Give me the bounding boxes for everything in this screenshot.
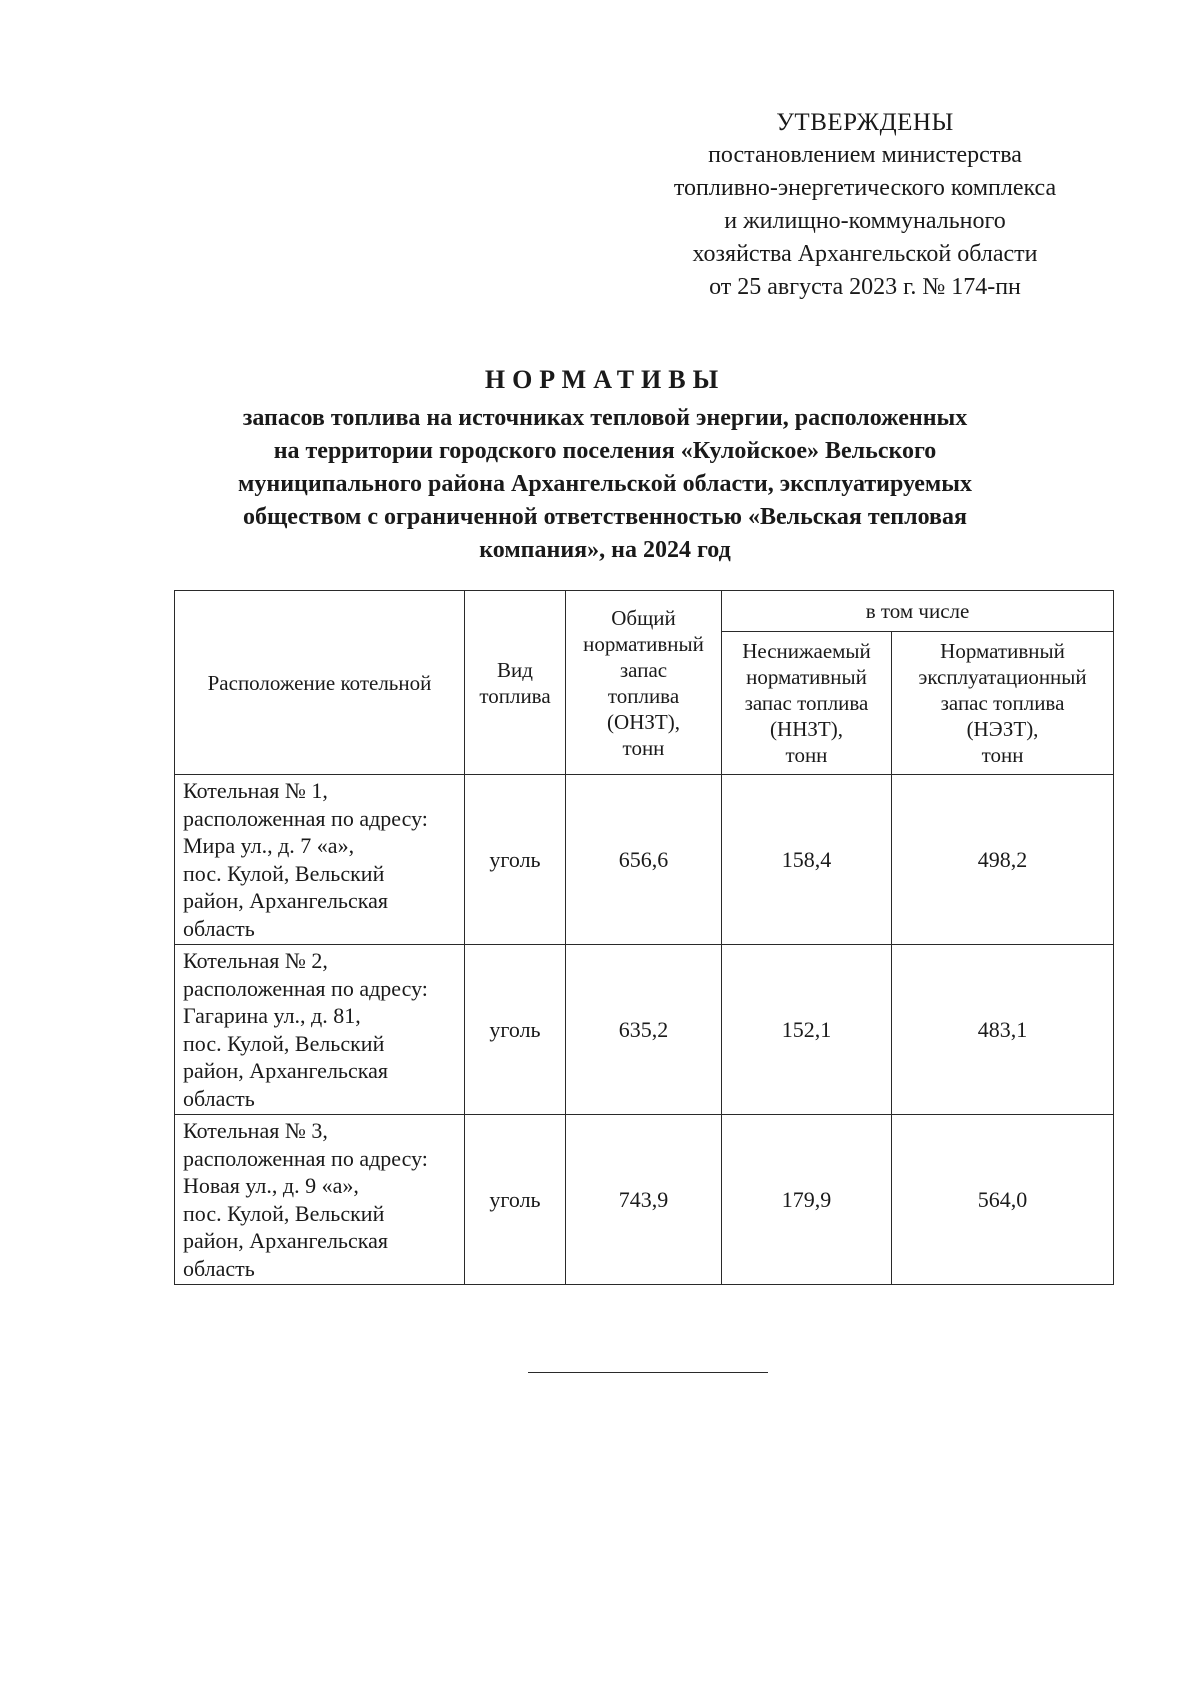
location-line: Гагарина ул., д. 81, (183, 1003, 361, 1028)
header-fuel-type-line: топлива (479, 683, 551, 708)
header-location-label: Расположение котельной (207, 670, 432, 695)
cell-irreducible-reserve: 152,1 (722, 945, 892, 1115)
header-total-line: топлива (607, 683, 680, 708)
header-total-reserve (566, 591, 722, 775)
header-fuel-type (465, 591, 566, 775)
document-heading (160, 362, 1050, 567)
location-line: пос. Кулой, Вельский (183, 1200, 385, 1226)
approval-line: топливно-энергетического комплекса (673, 175, 1057, 201)
header-including-label: в том числе (865, 599, 970, 623)
header-total-line: (ОНЗТ), (607, 709, 680, 734)
location-line: район, Архангельская (183, 1058, 388, 1083)
location-line: Котельная № 1, (183, 778, 328, 803)
cell-location (175, 945, 465, 1115)
location-line: район, Архангельская (183, 1228, 388, 1253)
header-total-line: тонн (622, 735, 665, 760)
header-irreducible-line: (ННЗТ), (770, 717, 843, 741)
table-row (175, 775, 1114, 945)
cell-fuel-type: уголь (465, 945, 566, 1115)
location-line: область (183, 1255, 255, 1281)
location-line: Новая ул., д. 9 «а», (183, 1173, 359, 1198)
location-line: Котельная № 3, (183, 1118, 328, 1143)
header-irreducible-reserve (722, 632, 892, 775)
location-line: область (183, 915, 255, 941)
header-operational-line: (НЭЗТ), (966, 717, 1039, 741)
location-line: пос. Кулой, Вельский (183, 1030, 385, 1056)
approval-line: от 25 августа 2023 г. № 174-пн (709, 274, 1021, 300)
end-of-document-rule (528, 1372, 768, 1373)
document-subtitle-line: на территории городского поселения «Кулойское» Вельского (273, 438, 937, 464)
header-including (722, 591, 1114, 632)
cell-location (175, 775, 465, 945)
location-line: пос. Кулой, Вельский (183, 860, 385, 886)
location-line: Мира ул., д. 7 «а», (183, 833, 355, 858)
cell-fuel-type: уголь (465, 775, 566, 945)
fuel-norms-table (174, 590, 1114, 1285)
header-operational-line: тонн (981, 743, 1024, 767)
table-header-row (175, 591, 1114, 632)
header-location (175, 591, 465, 775)
document-subtitle-line: запасов топлива на источниках тепловой энергии, расположенных (242, 405, 968, 431)
approval-line: хозяйства Архангельской области (692, 241, 1038, 267)
location-line: Котельная № 2, (183, 948, 328, 973)
table-row (175, 945, 1114, 1115)
document-title: НОРМАТИВЫ (484, 365, 726, 394)
header-total-line: запас (619, 657, 668, 682)
cell-total-reserve: 635,2 (566, 945, 722, 1115)
approval-line: и жилищно-коммунального (724, 208, 1006, 234)
location-line: расположенная по адресу: (183, 805, 428, 831)
cell-operational-reserve: 564,0 (892, 1115, 1114, 1285)
header-total-line: нормативный (583, 631, 704, 656)
approval-title: УТВЕРЖДЕНЫ (776, 109, 954, 136)
header-irreducible-line: запас топлива (744, 691, 869, 715)
cell-location (175, 1115, 465, 1285)
header-irreducible-line: тонн (785, 743, 828, 767)
location-line: район, Архангельская (183, 888, 388, 913)
document-subtitle-line: компания», на 2024 год (479, 537, 731, 563)
header-operational-line: запас топлива (940, 691, 1065, 715)
header-fuel-type-line: Вид (497, 657, 533, 682)
header-irreducible-line: нормативный (746, 665, 867, 689)
location-line: область (183, 1085, 255, 1111)
cell-irreducible-reserve: 179,9 (722, 1115, 892, 1285)
approval-line: постановлением министерства (708, 142, 1022, 168)
approval-block (640, 106, 1090, 304)
header-operational-reserve (892, 632, 1114, 775)
document-subtitle-line: обществом с ограниченной ответственностью «Вельская тепловая (243, 504, 967, 530)
cell-irreducible-reserve: 158,4 (722, 775, 892, 945)
location-line: расположенная по адресу: (183, 1145, 428, 1171)
cell-total-reserve: 656,6 (566, 775, 722, 945)
header-operational-line: Нормативный (940, 639, 1065, 663)
cell-fuel-type: уголь (465, 1115, 566, 1285)
cell-operational-reserve: 498,2 (892, 775, 1114, 945)
header-operational-line: эксплуатационный (918, 665, 1087, 689)
location-line: расположенная по адресу: (183, 975, 428, 1001)
table-row (175, 1115, 1114, 1285)
header-total-line: Общий (611, 605, 676, 630)
header-irreducible-line: Неснижаемый (742, 639, 871, 663)
cell-operational-reserve: 483,1 (892, 945, 1114, 1115)
document-subtitle-line: муниципального района Архангельской области, эксплуатируемых (238, 471, 972, 497)
cell-total-reserve: 743,9 (566, 1115, 722, 1285)
